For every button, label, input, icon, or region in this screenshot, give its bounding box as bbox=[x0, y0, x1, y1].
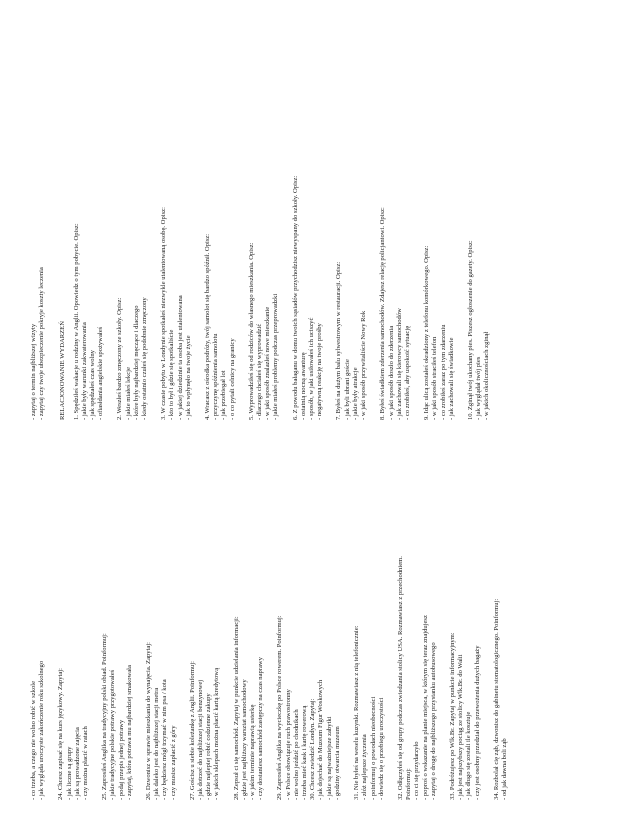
task-point: - dowiedz się o przebiegu uroczystości bbox=[377, 697, 385, 800]
task-prompt: 2. Weszłeś bardzo zmęczony ze szkoły. Opisz: bbox=[116, 297, 124, 420]
task-point: - w jakim terminie naprawią usterkę bbox=[249, 704, 257, 800]
task-point: - w Polsce obowiązuje ruch prawostronny bbox=[284, 689, 292, 800]
task-point: - gdzie jest najbliższy warsztat samochodowy bbox=[240, 679, 248, 800]
task-prompt: 6. Z powodu bałaganu w domu twoich sąsiadów przychodzisz niewyspany do szkoły. Opisz: bbox=[291, 175, 299, 420]
task-prompt: 3. W czasie pobytu w Londynie spotkałeś niezwykle utalentowaną osobę. Opisz: bbox=[160, 207, 168, 420]
task-point: - przyczynę spóźnienia samolotu bbox=[212, 333, 220, 420]
task-section bbox=[73, 60, 106, 420]
task-point: - jakie były atrakcje bbox=[351, 367, 359, 420]
task-prompt: 8. Byłeś świadkiem zderzenia samochodów. Zdajesz relację policjantowi. Opisz: bbox=[379, 207, 387, 420]
task-point: - jak dotrzeć do najbliższej stacji benzynowej bbox=[197, 679, 205, 800]
task-point: - w jakich okolicznościach zginął bbox=[483, 331, 491, 420]
task-point: - zapytaj, która potrawa mu najbardziej smakowała bbox=[125, 665, 133, 800]
task-section bbox=[493, 455, 509, 800]
task-point: - w jaki sposób przywitaliście Nowy Rok bbox=[360, 310, 368, 420]
task-prompt: 10. Zginął twój ukochany pies. Piszesz ogłoszenie do gazety. Opisz: bbox=[466, 240, 474, 420]
task-point: - kto to był i gdzie się spotkaliście bbox=[168, 329, 176, 420]
task-section bbox=[204, 60, 237, 420]
task-point: - jakie tradycyjne polskie potrawy przygotowałeś bbox=[109, 669, 117, 800]
task-point: - co zrobiłeś, aby uspokoić sytuację bbox=[403, 325, 411, 420]
task-section bbox=[397, 455, 438, 800]
task-point: - sposób, w jaki usiłowałeś ich uciszyć bbox=[308, 317, 316, 420]
task-point: - jak wyglądał twój pies bbox=[475, 356, 483, 420]
task-point: - jak przebiegał lot bbox=[220, 370, 228, 420]
task-point: - zapytaj o termin najbliższej wizyty bbox=[30, 323, 37, 420]
task-point: - jak to wpłynęło na twoje życie bbox=[184, 335, 192, 420]
task-point: - jak długo się zostali ile kosztuje bbox=[465, 711, 473, 800]
task-point: - jak są prowadzone zajęcia bbox=[73, 727, 81, 800]
task-point: - w jaki sposób straciłeś telefon bbox=[431, 336, 439, 420]
task-prompt: 33. Podróżujesz po Wlk.Br. Zapytaj w punkcie informacyjnym: bbox=[448, 632, 456, 800]
task-section bbox=[379, 60, 412, 420]
task-point: - co ci się przydarzyło bbox=[413, 741, 421, 800]
task-point: - co zrobiłeś zaraz po tym zdarzeniu bbox=[439, 324, 447, 420]
task-point: - ofiasłdania angielskie spożywałeś bbox=[97, 326, 105, 420]
task-point: - gdzie najlepiej robić codzienne zakupy bbox=[205, 693, 213, 800]
task-prompt: 29. Zaprosiłeś Anglika na wycieczkę po Polsce rowerem. Poinformuj: bbox=[276, 615, 284, 800]
section-heading: RELACJONOWANIE WYDARZEŃ bbox=[59, 321, 67, 420]
task-point: - podaj przepis jednej potrawy bbox=[117, 719, 125, 800]
task-point: - jak zachowali się świadkowie bbox=[447, 337, 455, 420]
right-sections bbox=[73, 60, 492, 420]
task-point: - zapytaj o drogę do najbliższego przystanku autobusowego bbox=[429, 642, 437, 800]
task-point: - ostatnią nocną awanturę bbox=[299, 352, 307, 420]
task-point: - jak byli ubrani goście bbox=[343, 359, 351, 420]
task-point: - kiedy ostatnio czułeś się podobnie zmęczony bbox=[141, 297, 149, 420]
task-point: - czy można płacić w ratach bbox=[82, 726, 90, 800]
task-section bbox=[101, 455, 134, 800]
intro-section bbox=[30, 60, 46, 420]
task-section bbox=[145, 455, 178, 800]
task-point: - dlaczego chciałeś się wyprowadzić bbox=[256, 323, 264, 420]
task-section bbox=[292, 60, 325, 420]
right-column bbox=[30, 60, 492, 420]
task-point: - godziny otwarcia muzeum bbox=[333, 726, 341, 800]
task-section bbox=[449, 455, 482, 800]
task-point: - czy będziesz mógł trzymać w nim psa / kota bbox=[161, 679, 169, 800]
task-prompt: 32. Odłączyłeś się od grupy podczas zwiedzania stolicy USA. Rozmawiasz z przechodniem. bbox=[396, 556, 404, 800]
task-point: - jak liczne są grupy bbox=[65, 746, 73, 800]
task-point: - jak wygląda uroczyste zakończenie roku szkolnego bbox=[38, 660, 46, 800]
task-prompt: 34. Rozbolał cię ząb, dzwonisz do gabinetu stomatologicznego. Poinformuj: bbox=[492, 598, 500, 800]
task-point: - poinformuj o powodach nieobecności bbox=[369, 696, 377, 800]
task-point: - w jaki sposób doszło do zderzenia bbox=[387, 325, 395, 420]
task-point: - w jaki sposób znalazłeś nowe mieszkanie bbox=[264, 306, 272, 420]
task-point: - poproś o wskazanie na planie miejsca, w którym się teraz znajdujesz bbox=[421, 615, 429, 800]
task-point: - trzeba mieć kask i kartę rowerową bbox=[301, 705, 309, 800]
task-point: - od jak dawna boli ząb bbox=[500, 738, 508, 800]
task-prompt: - co trzeba, a czego nie wolno robić w szkole bbox=[30, 680, 37, 800]
task-prompt: 25. Zaprosiłeś Anglika na tradycyjny polski obiad. Poinformuj: bbox=[101, 633, 109, 800]
task-point: - jak daleko jest do najbliższej stacji metra bbox=[153, 687, 161, 800]
task-prompt: 31. Nie byłeś na weselu kuzynki. Rozmawiasz z nią telefonicznie: bbox=[353, 625, 361, 800]
task-point: - jakie miałeś problemy podczas przeprowadzki bbox=[272, 293, 280, 420]
task-section bbox=[467, 60, 492, 420]
task-point: 30. Chcesz zwiedzić Londyn. Zapytaj: bbox=[309, 698, 317, 800]
task-section bbox=[189, 455, 222, 800]
task-section bbox=[276, 455, 342, 800]
task-section bbox=[248, 60, 281, 420]
task-point: - jakie były warunki zakwaterowania bbox=[80, 322, 88, 420]
task-point: - czy dostaniesz samochód zastępczy na czas naprawy bbox=[257, 657, 265, 800]
task-section bbox=[160, 60, 193, 420]
task-point: - złóż najlepsze życzenia bbox=[361, 734, 369, 800]
task-prompt: 28. Zepsuł ci się samochód. Zapytaj w punkcie udzielania informacji: bbox=[232, 616, 240, 800]
task-section bbox=[30, 455, 46, 800]
task-section bbox=[116, 60, 149, 420]
task-point: - czy jest osobny przedział do przewożenia dużych bagaży bbox=[473, 645, 481, 800]
task-section bbox=[353, 455, 386, 800]
task-prompt: 27. Gościsz u siebie koleżankę z Anglii. Poinformuj: bbox=[188, 661, 196, 800]
task-point: - o co pytali celnicy na granicy bbox=[228, 338, 236, 420]
task-point: - w jakich sklepach można płacić kartą kredytową bbox=[213, 667, 221, 800]
task-point: - jak spędzałeś czas wolny bbox=[89, 350, 97, 420]
task-point: - które były najbardziej męczące i dlaczego bbox=[132, 305, 140, 420]
task-point: - zapytaj czy twoje ubezpieczenie pokryje koszty leczenia bbox=[38, 267, 46, 420]
task-prompt: 7. Byłeś na dużym balu sylwestrowym w restauracji. Opisz: bbox=[335, 261, 343, 420]
task-prompt: 4. Wracasz z ośrodka podróży, twój samolot się bardzo spóźnił. Opisz: bbox=[204, 233, 212, 420]
task-prompt: 26. Dzwonisz w sprawie mieszkania do wynajęcia. Zapytaj: bbox=[145, 641, 153, 800]
task-prompt: 9. Idąc ulicą zostałeś okradziony z telefonu komórkowego. Opisz: bbox=[423, 245, 431, 420]
task-section bbox=[233, 455, 266, 800]
task-prompt: 5. Wyprowadziłeś się od rodziców do własnego mieszkania. Opisz: bbox=[247, 242, 255, 420]
task-point: - czy musisz zapłacić z góry bbox=[169, 725, 177, 800]
task-point: - jak jest najszybszy pociąg ze stolicy Wlk.Br. do Walii bbox=[457, 654, 465, 800]
task-point: - jakie są najważniejsze zabytki bbox=[325, 716, 333, 800]
task-section bbox=[57, 455, 90, 800]
task-point: - jak zachowali się kierowcy samochodów bbox=[395, 308, 403, 420]
task-prompt: 24. Chcesz zapisać się na kurs językowy. Zapytaj: bbox=[57, 668, 65, 800]
task-point: - jakie miałeś lekcje bbox=[124, 367, 132, 420]
task-point: - jak dojechać do Muzeum Figur Woskowych bbox=[317, 679, 325, 800]
task-point: Poinformuj: bbox=[405, 768, 413, 800]
task-section bbox=[423, 60, 456, 420]
task-prompt: 1. Spędziłeś wakacje u rodziny w Anglii. Opowiedz o tym pobycie. Opisz: bbox=[72, 223, 80, 420]
task-point: - negatywną reakcję na twoje prośby bbox=[316, 323, 324, 420]
task-point: - nie wolno jeździć po chodnikach bbox=[292, 709, 300, 800]
task-point: - w jakiej dziedzinie ta osoba jest utalentowana bbox=[176, 295, 184, 420]
task-section bbox=[335, 60, 368, 420]
left-column bbox=[30, 455, 509, 800]
